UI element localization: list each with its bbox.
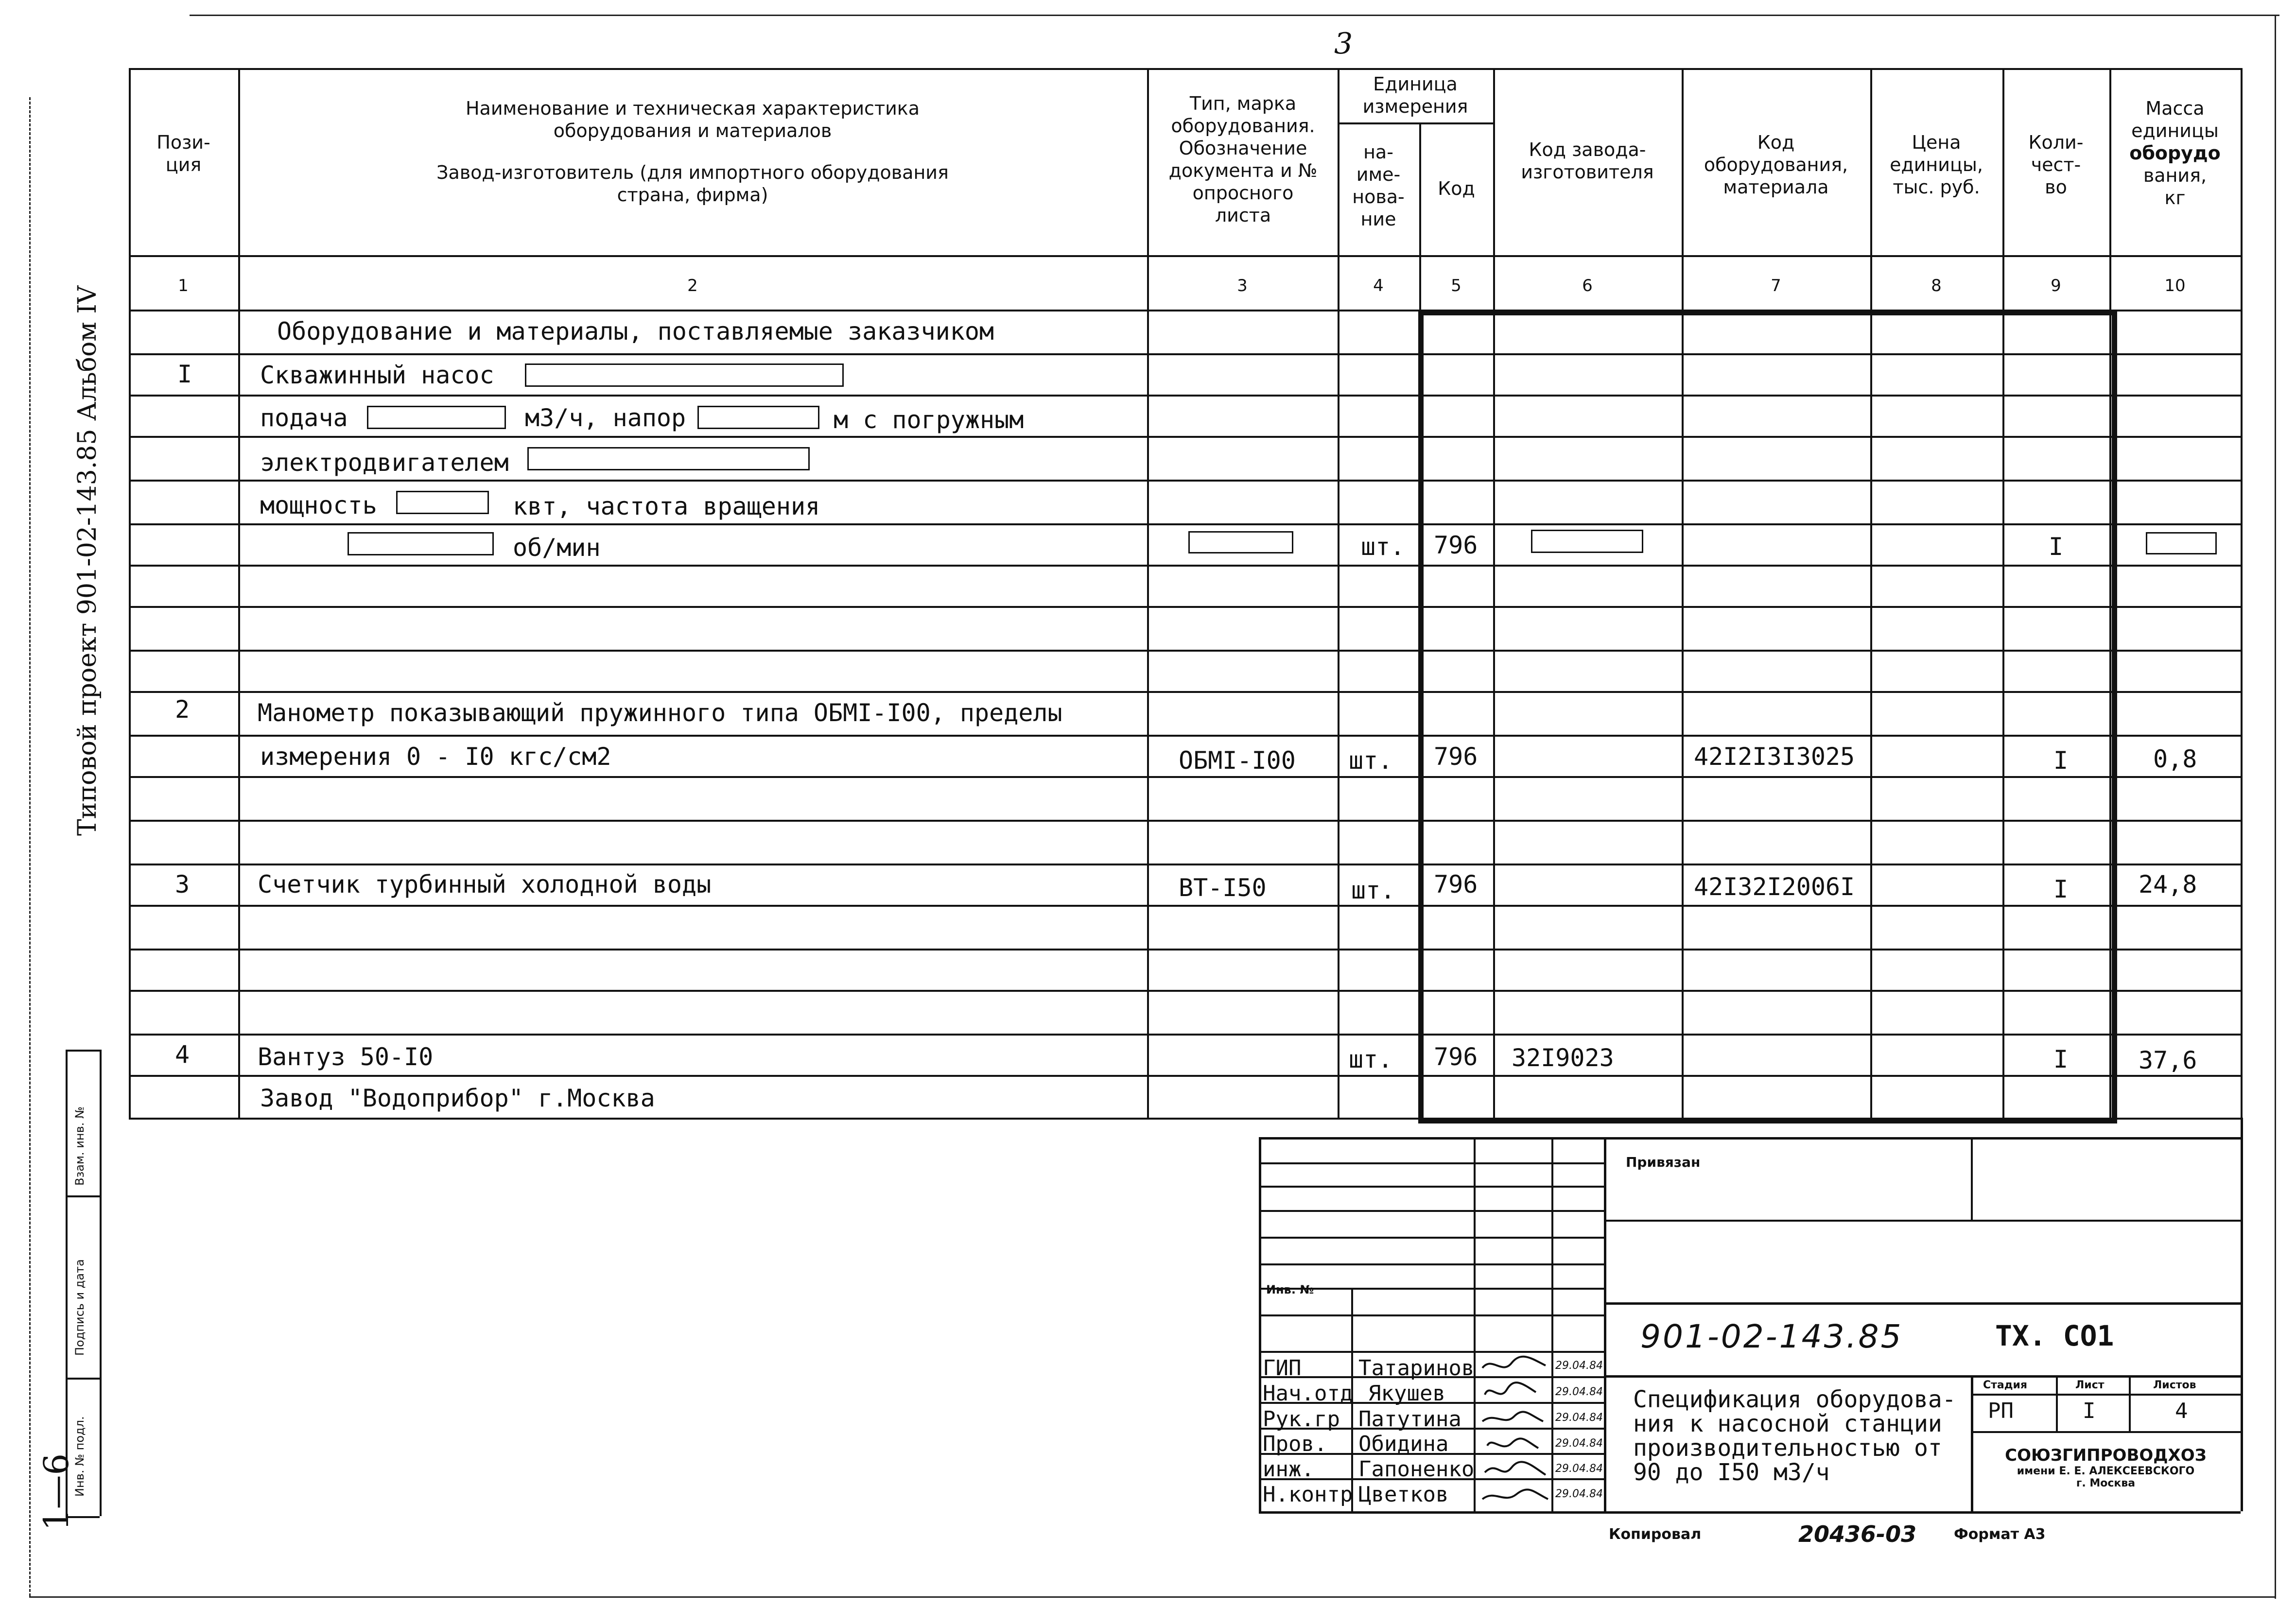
item1-redact-mass [2146, 532, 2217, 554]
stamp-line [1971, 1394, 2241, 1396]
sheet-code: ТХ. СО1 [1995, 1319, 2114, 1352]
side-stamp-line [66, 1378, 100, 1380]
item2-code: 796 [1434, 743, 1478, 771]
item4-code: 796 [1434, 1043, 1478, 1071]
stamp-line [1604, 1302, 2241, 1305]
role-date: 29.04.84 [1555, 1463, 1603, 1475]
side-project-label: Типовой проект 901-02-143.85 Альбом IV [73, 285, 102, 836]
item3-mass: 24,8 [2139, 870, 2197, 899]
item3-pos: 3 [175, 870, 190, 899]
item4-line2: Завод "Водоприбор" г.Москва [260, 1084, 655, 1112]
item3-qty: I [2053, 875, 2069, 903]
stamp-line [1604, 1375, 2241, 1378]
stamp-line [1259, 1186, 1604, 1188]
item1-redact-head [697, 406, 819, 429]
item3-line1: Счетчик турбинный холодной воды [258, 870, 712, 899]
sheet-value: I [2083, 1399, 2096, 1423]
left-border [29, 97, 31, 1596]
header-unit: Единица измерения [1362, 73, 1468, 117]
item1-line2c: м с погружным [834, 406, 1024, 434]
doc-title: Спецификация оборудова- ния к насосной станции производительностью от 90 до I50 м3/ч [1633, 1386, 1956, 1486]
format-label: Формат А3 [1954, 1526, 2046, 1543]
item1-line3: электродвигателем [260, 449, 509, 477]
stamp-line [1971, 1431, 2241, 1433]
section-title: Оборудование и материалы, поставляемые заказчиком [277, 317, 994, 346]
item1-redact-maker [1531, 530, 1643, 553]
col-line [1147, 68, 1149, 1118]
col-line [238, 68, 240, 1118]
col-line [129, 68, 131, 1118]
role-name: Якушев [1368, 1381, 1445, 1406]
col-number: 9 [2051, 276, 2061, 295]
side-code: 1—6 [36, 1453, 76, 1531]
role-label: Пров. [1263, 1432, 1327, 1456]
role-name: Цветков [1358, 1482, 1449, 1507]
stamp-line [1259, 1210, 1604, 1212]
header-maker-code: Код завода- изготовителя [1521, 139, 1654, 183]
col-number: 10 [2164, 276, 2186, 295]
item2-line1: Манометр показывающий пружинного типа ОБМI-I00, пределы [258, 699, 1062, 727]
item2-equip-code: 42I2I3I3025 [1694, 743, 1855, 771]
side-stamp-line [100, 1050, 102, 1516]
role-name: Патутина [1358, 1407, 1461, 1432]
role-label: Нач.отд [1263, 1381, 1353, 1406]
stamp-line [1971, 1137, 1973, 1220]
item1-line5: об/мин [513, 534, 601, 562]
col-number: 3 [1237, 276, 1248, 295]
item1-unit: шт. [1361, 533, 1405, 561]
role-date: 29.04.84 [1555, 1412, 1603, 1424]
stamp-line [1604, 1220, 2241, 1222]
page-number: 3 [1334, 27, 1353, 61]
col-line [2241, 68, 2243, 1118]
sheets-value: 4 [2175, 1399, 2188, 1423]
item3-code: 796 [1434, 870, 1478, 899]
role-date: 29.04.84 [1555, 1386, 1603, 1398]
org-name: СОЮЗГИПРОВОДХОЗ имени Е. Е. АЛЕКСЕЕВСКОГО г. Москва [2005, 1446, 2207, 1489]
stamp-line [1259, 1237, 1604, 1239]
bottom-border [29, 1596, 2275, 1598]
copied-label: Копировал [1609, 1526, 1702, 1543]
role-date: 29.04.84 [1555, 1488, 1603, 1500]
sheets-label: Листов [2153, 1379, 2196, 1391]
col-number: 5 [1451, 276, 1461, 295]
item4-pos: 4 [175, 1040, 190, 1069]
top-border [190, 15, 2279, 16]
side-replace-label: Взам. инв. № [73, 1106, 87, 1186]
stamp-line [2056, 1375, 2058, 1431]
item1-redact-motor [527, 447, 810, 470]
header-type: Тип, марка оборудования. Обозначение документа и № опросного листа [1168, 93, 1318, 226]
item3-equip-code: 42I32I2006I [1694, 873, 1855, 901]
item2-pos: 2 [175, 695, 190, 724]
item1-line4b: квт, частота вращения [513, 492, 820, 520]
privyazan-label: Привязан [1626, 1154, 1701, 1170]
item2-unit: шт. [1349, 746, 1393, 775]
col-number: 7 [1771, 276, 1781, 295]
stamp-line [2129, 1375, 2131, 1431]
role-name: Гапоненко [1358, 1457, 1475, 1482]
item2-type: ОБМI-I00 [1179, 746, 1296, 775]
item1-redact-flow [367, 406, 506, 429]
item4-line1: Вантуз 50-I0 [258, 1043, 434, 1071]
item2-qty: I [2053, 746, 2069, 775]
side-stamp-line [66, 1195, 100, 1197]
stamp-line [2241, 1118, 2243, 1511]
side-stamp-line [66, 1050, 100, 1052]
unit-header-line [1338, 122, 1493, 124]
item2-mass: 0,8 [2153, 745, 2197, 773]
stage-value: РП [1988, 1399, 2014, 1423]
doc-number: 901-02-143.85 [1640, 1318, 1903, 1355]
side-inv-label: Инв. № подл. [73, 1416, 87, 1497]
item1-line1: Скважинный насос [260, 361, 494, 389]
item2-line2: измерения 0 - I0 кгс/см2 [260, 743, 611, 771]
col-number: 1 [178, 276, 189, 295]
table-top-line [129, 68, 2241, 70]
col-number: 4 [1373, 276, 1384, 295]
item1-redact-type [1188, 531, 1293, 553]
inv-label: Инв. № [1266, 1283, 1314, 1296]
header-price: Цена единицы, тыс. руб. [1890, 132, 1983, 198]
stamp-line [1604, 1137, 1606, 1511]
role-name: Обидина [1358, 1432, 1449, 1456]
role-date: 29.04.84 [1555, 1437, 1603, 1450]
role-label: инж. [1263, 1457, 1314, 1482]
item1-qty: I [2049, 533, 2064, 561]
header-name: Наименование и техническая характеристика оборудования и материалов Завод-изготовитель (для импортного оборудования страна, фирма) [436, 98, 949, 206]
header-unit-name: на- име- нова- ние [1352, 141, 1405, 230]
stamp-line [1971, 1375, 1973, 1511]
stamp-line [1551, 1137, 1553, 1511]
col-number: 8 [1931, 276, 1942, 295]
item1-line2a: подача [260, 404, 348, 432]
role-name: Татаринов [1358, 1356, 1475, 1381]
col-number: 6 [1582, 276, 1593, 295]
copy-number: 20436-03 [1798, 1521, 1917, 1547]
item1-redact-model [525, 363, 844, 387]
item1-redact-power [396, 491, 489, 514]
role-date: 29.04.84 [1555, 1360, 1603, 1372]
item1-code: 796 [1434, 531, 1478, 559]
item1-redact-rpm [348, 532, 494, 555]
header-mass: Масса единицы оборудо вания, кг [2129, 98, 2221, 208]
header-unit-code: Код [1438, 178, 1475, 199]
side-signature-label: Подпись и дата [73, 1259, 87, 1356]
stage-label: Стадия [1983, 1379, 2028, 1391]
role-label: ГИП [1263, 1356, 1302, 1381]
item4-qty: I [2053, 1045, 2069, 1073]
header-pos: Пози- ция [157, 132, 210, 175]
stamp-line [1259, 1137, 2241, 1140]
sheet-label: Лист [2075, 1379, 2105, 1391]
stamp-line [1259, 1162, 1604, 1164]
item1-line2b: м3/ч, напор [525, 404, 686, 432]
signatures [1478, 1353, 1550, 1509]
item4-unit: шт. [1349, 1045, 1393, 1073]
col-number: 2 [687, 276, 698, 295]
stamp-line [1259, 1137, 1261, 1511]
role-label: Н.контр [1263, 1482, 1353, 1507]
side-stamp-line [66, 1050, 68, 1516]
stamp-line [1474, 1137, 1476, 1511]
stamp-line [1259, 1263, 1604, 1265]
item4-maker-code: 32I9023 [1512, 1044, 1614, 1072]
highlight-frame [1418, 310, 2117, 1123]
right-border [2275, 15, 2276, 1599]
role-label: Рук.гр [1263, 1407, 1340, 1432]
header-equip-code: Код оборудования, материала [1704, 132, 1848, 198]
header-bottom-line [129, 255, 2241, 257]
item1-pos: I [177, 360, 192, 388]
stamp-line [1259, 1511, 2241, 1514]
header-qty: Коли- чест- во [2028, 132, 2084, 198]
stamp-line [1259, 1351, 1604, 1353]
item1-line4a: мощность [260, 491, 377, 519]
item4-mass: 37,6 [2139, 1046, 2197, 1074]
item3-type: ВТ-I50 [1179, 874, 1267, 902]
side-stamp-line [66, 1516, 100, 1518]
item3-unit: шт. [1351, 876, 1395, 904]
stamp-line [1259, 1314, 1604, 1316]
